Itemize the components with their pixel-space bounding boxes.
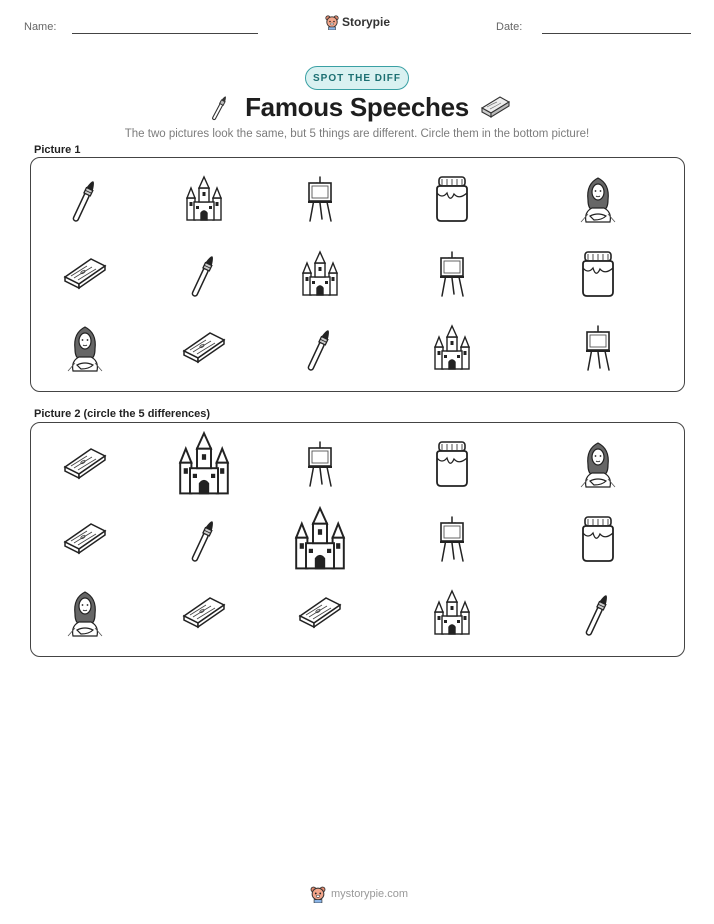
picture1-cell-r2-c2 [164,238,244,310]
wood-plank-icon [180,594,228,632]
picture1-cell-r2-c1 [45,238,125,310]
mona-lisa-icon [65,323,105,373]
picture2-cell-r3-c4[interactable] [412,577,492,649]
picture1-cell-r1-c5 [558,163,638,235]
castle-icon [432,590,472,636]
paintbrush-icon [184,248,224,300]
picture1-cell-r3-c5 [558,312,638,384]
picture1-label: Picture 1 [34,144,81,156]
castle-large-icon [176,431,232,497]
picture1-cell-r1-c1 [45,163,125,235]
picture2-label: Picture 2 (circle the 5 differences) [34,408,211,420]
wood-plank-icon [478,94,512,120]
picture2-cell-r1-c2[interactable] [164,428,244,500]
footer [310,885,408,903]
instructions: The two pictures look the same, but 5 things are different. Circle them in the bottom picture! [124,128,590,140]
wood-plank-icon [180,329,228,367]
wood-plank-icon [296,594,344,632]
paintbrush-icon [578,587,618,639]
wood-plank-icon [61,520,109,558]
easel-icon [304,175,336,223]
picture2-cell-r3-c1[interactable] [45,577,125,649]
castle-icon [432,325,472,371]
picture1-cell-r3-c3 [280,312,360,384]
picture1-cell-r2-c5 [558,238,638,310]
picture1-frame [30,157,685,392]
picture1-cell-r1-c2 [164,163,244,235]
picture2-cell-r1-c5[interactable] [558,428,638,500]
paintbrush-icon [65,173,105,225]
spot-the-diff-badge: SPOT THE DIFF [305,66,409,90]
picture1-cell-r3-c2 [164,312,244,384]
picture1-cell-r1-c3 [280,163,360,235]
picture2-cell-r2-c4[interactable] [412,503,492,575]
storypie-bear-logo-icon [325,14,339,30]
picture2-cell-r1-c3[interactable] [280,428,360,500]
title-row [0,90,714,128]
castle-large-icon [292,506,348,572]
picture1-cell-r3-c1 [45,312,125,384]
easel-icon [436,515,468,563]
worksheet-header [0,0,714,50]
jar-icon [578,515,618,563]
paintbrush-icon [300,322,340,374]
picture1-cell-r2-c3 [280,238,360,310]
footer-url: mystorypie.com [331,888,409,900]
storypie-bear-logo-icon [310,885,326,903]
picture2-cell-r2-c2[interactable] [164,503,244,575]
mona-lisa-icon [578,439,618,489]
picture1-cell-r1-c4 [412,163,492,235]
picture2-cell-r2-c1[interactable] [45,503,125,575]
wood-plank-icon [61,445,109,483]
picture2-cell-r1-c1[interactable] [45,428,125,500]
jar-icon [432,175,472,223]
picture1-cell-r2-c4 [412,238,492,310]
jar-icon [578,250,618,298]
date-field-line[interactable] [542,33,691,34]
castle-icon [300,251,340,297]
date-label: Date: [496,21,523,33]
page-title: Famous Speeches [245,92,469,122]
brand-name: Storypie [342,15,391,29]
picture2-frame[interactable] [30,422,685,657]
picture2-cell-r3-c5[interactable] [558,577,638,649]
wood-plank-icon [61,255,109,293]
name-label: Name: [24,21,57,33]
easel-icon [582,324,614,372]
castle-icon [184,176,224,222]
mona-lisa-icon [65,588,105,638]
easel-icon [436,250,468,298]
jar-icon [432,440,472,488]
picture2-cell-r3-c2[interactable] [164,577,244,649]
brand-logo [325,13,390,31]
picture1-cell-r3-c4 [412,312,492,384]
mona-lisa-icon [578,174,618,224]
picture2-cell-r3-c3[interactable] [280,577,360,649]
name-field-line[interactable] [72,33,258,34]
paintbrush-icon [184,513,224,565]
easel-icon [304,440,336,488]
picture2-cell-r1-c4[interactable] [412,428,492,500]
picture2-cell-r2-c3[interactable] [280,503,360,575]
picture2-cell-r2-c5[interactable] [558,503,638,575]
